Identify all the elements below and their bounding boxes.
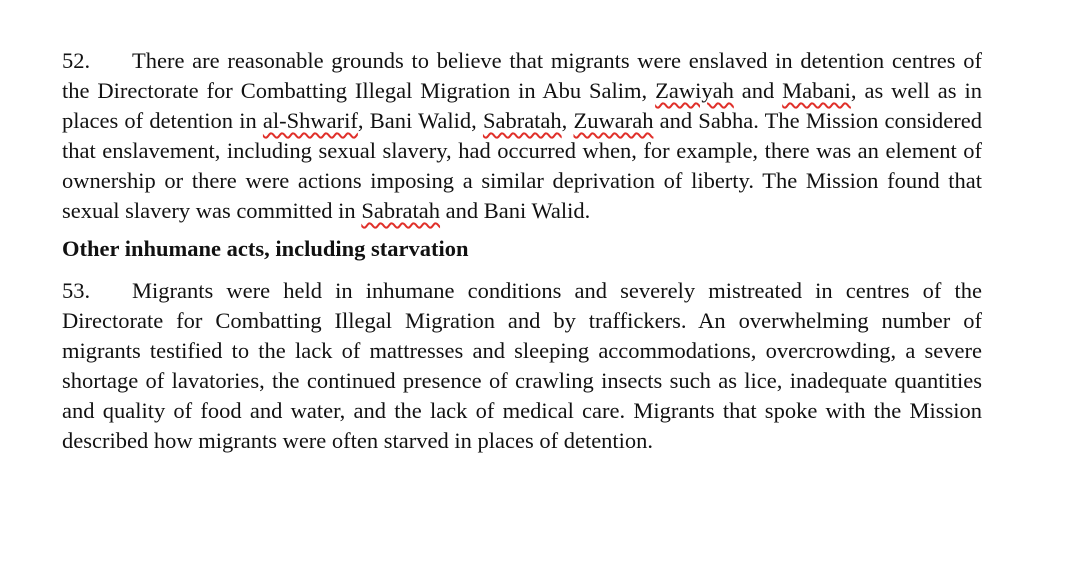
- misspelled-word[interactable]: Sabratah: [361, 198, 441, 223]
- section-heading: Other inhumane acts, including starvation: [62, 236, 469, 261]
- misspelled-word[interactable]: Mabani: [782, 78, 851, 103]
- paragraph-text: Migrants were held in inhumane conditions and severely mistreated in centres of the Directorate for Combatting Illegal Migration and by traffickers. An overwhelming number of migrants testified to the lack of mattresses and sleeping accommodations, overcrowding, a severe shortage of lavatories, the continued presence of crawling insects such as lice, inadequate quantities and quality of food and water, and the lack of medical care. Migrants that spoke with the Mission described how migrants were often starved in places of detention.: [62, 278, 982, 453]
- paragraph-number: 53.: [62, 278, 91, 303]
- paragraph-52: [62, 46, 982, 226]
- paragraph-text: , Bani Walid,: [357, 108, 483, 133]
- document-body: [62, 46, 982, 456]
- misspelled-word[interactable]: Sabratah: [482, 108, 562, 133]
- paragraph-text: and: [733, 78, 783, 103]
- paragraph-text: and Bani Walid.: [440, 198, 591, 223]
- misspelled-word[interactable]: al-Shwarif: [262, 108, 358, 133]
- misspelled-word[interactable]: Zawiyah: [655, 78, 734, 103]
- paragraph-text: There are reasonable grounds to believe that migrants were enslaved in detention centres of the Directorate for Combatting Illegal Migration in Abu Salim,: [62, 48, 982, 103]
- paragraph-text: and Sabha. The Mission considered that enslavement, including sexual slavery, had occurred when, for example, there was an element of ownership or there were actions imposing a similar deprivation of liberty. The Mission found that sexual slavery was committed in: [62, 108, 983, 223]
- paragraph-text: ,: [561, 108, 574, 133]
- paragraph-number: 52.: [62, 48, 91, 73]
- paragraph-53: [62, 276, 982, 456]
- misspelled-word[interactable]: Zuwarah: [573, 108, 654, 133]
- paragraph-text: , as well as in places of detention in: [62, 78, 982, 133]
